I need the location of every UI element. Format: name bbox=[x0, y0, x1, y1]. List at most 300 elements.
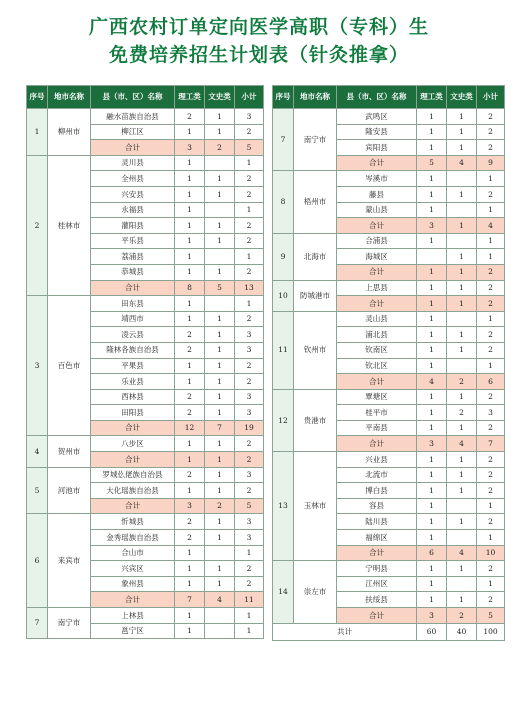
header-science: 理工类 bbox=[175, 86, 205, 109]
subtotal-count: 2 bbox=[477, 296, 505, 312]
county-cell: 武鸣区 bbox=[337, 109, 417, 125]
county-cell: 平乐县 bbox=[91, 233, 175, 249]
subtotal-count: 2 bbox=[477, 483, 505, 499]
subtotal-count: 1 bbox=[477, 311, 505, 327]
subtotal-count: 3 bbox=[235, 389, 264, 405]
county-cell: 平果县 bbox=[91, 358, 175, 374]
science-count: 2 bbox=[175, 109, 205, 125]
county-cell: 恭城县 bbox=[91, 264, 175, 280]
header-subtotal: 小计 bbox=[235, 86, 264, 109]
table-row bbox=[273, 171, 505, 187]
science-count: 1 bbox=[417, 233, 447, 249]
arts-count bbox=[447, 358, 477, 374]
subtotal-count: 2 bbox=[235, 561, 264, 577]
city-cell: 贺州市 bbox=[48, 436, 91, 467]
table-row bbox=[273, 452, 505, 468]
header-arts: 文史类 bbox=[205, 86, 235, 109]
table-row bbox=[273, 311, 505, 327]
science-count: 1 bbox=[175, 608, 205, 624]
county-cell: 金秀瑶族自治县 bbox=[91, 530, 175, 546]
arts-count: 1 bbox=[447, 342, 477, 358]
science-count: 2 bbox=[175, 514, 205, 530]
arts-count: 1 bbox=[447, 389, 477, 405]
arts-count: 1 bbox=[447, 420, 477, 436]
table-row bbox=[27, 436, 264, 452]
subtotal-count: 1 bbox=[477, 498, 505, 514]
arts-count: 1 bbox=[205, 483, 235, 499]
subtotal-count: 3 bbox=[235, 514, 264, 530]
city-cell: 南宁市 bbox=[48, 608, 91, 639]
seq-cell: 1 bbox=[27, 109, 48, 156]
arts-count bbox=[447, 498, 477, 514]
subtotal-count: 2 bbox=[235, 186, 264, 202]
county-cell: 隆林各族自治县 bbox=[91, 342, 175, 358]
subtotal-count: 1 bbox=[235, 249, 264, 265]
science-count: 2 bbox=[175, 389, 205, 405]
arts-count: 1 bbox=[205, 186, 235, 202]
seq-cell: 14 bbox=[273, 561, 294, 623]
county-cell: 合计 bbox=[337, 296, 417, 312]
arts-count: 1 bbox=[205, 514, 235, 530]
seq-cell: 8 bbox=[273, 171, 294, 233]
header-city: 地市名称 bbox=[294, 86, 337, 109]
subtotal-count: 3 bbox=[235, 109, 264, 125]
subtotal-count: 2 bbox=[235, 311, 264, 327]
subtotal-count: 1 bbox=[235, 623, 264, 639]
science-count: 1 bbox=[417, 140, 447, 156]
city-cell: 柳州市 bbox=[48, 109, 91, 156]
subtotal-count: 3 bbox=[235, 327, 264, 343]
grand-total-subtotal: 100 bbox=[477, 623, 505, 640]
seq-cell: 2 bbox=[27, 155, 48, 295]
county-cell: 全州县 bbox=[91, 171, 175, 187]
arts-count: 4 bbox=[447, 545, 477, 561]
subtotal-count: 2 bbox=[235, 374, 264, 390]
arts-count: 2 bbox=[447, 608, 477, 624]
science-count: 1 bbox=[417, 296, 447, 312]
subtotal-count: 1 bbox=[235, 202, 264, 218]
county-cell: 西林县 bbox=[91, 389, 175, 405]
subtotal-count: 2 bbox=[477, 280, 505, 296]
county-cell: 罗城仫佬族自治县 bbox=[91, 467, 175, 483]
county-cell: 合计 bbox=[91, 592, 175, 608]
header-county: 县（市、区）名称 bbox=[91, 86, 175, 109]
subtotal-count: 1 bbox=[235, 545, 264, 561]
table-header-row bbox=[273, 86, 505, 109]
county-cell: 灵川县 bbox=[91, 155, 175, 171]
subtotal-count: 1 bbox=[477, 358, 505, 374]
county-cell: 福绵区 bbox=[337, 530, 417, 546]
table-header-row bbox=[27, 86, 264, 109]
science-count: 1 bbox=[417, 576, 447, 592]
subtotal-count: 2 bbox=[235, 264, 264, 280]
subtotal-count: 2 bbox=[235, 218, 264, 234]
science-count: 1 bbox=[417, 124, 447, 140]
city-cell: 防城港市 bbox=[294, 280, 337, 311]
arts-count: 1 bbox=[205, 218, 235, 234]
header-seq: 序号 bbox=[27, 86, 48, 109]
county-cell: 上思县 bbox=[337, 280, 417, 296]
enrollment-table-right bbox=[272, 85, 505, 641]
arts-count: 1 bbox=[205, 327, 235, 343]
county-cell: 合浦县 bbox=[337, 233, 417, 249]
subtotal-count: 2 bbox=[235, 576, 264, 592]
county-cell: 合计 bbox=[91, 420, 175, 436]
subtotal-count: 2 bbox=[477, 124, 505, 140]
science-count: 1 bbox=[417, 514, 447, 530]
science-count: 1 bbox=[417, 358, 447, 374]
science-count: 1 bbox=[175, 545, 205, 561]
science-count: 1 bbox=[175, 623, 205, 639]
science-count: 1 bbox=[417, 202, 447, 218]
county-cell: 合山市 bbox=[91, 545, 175, 561]
subtotal-count: 11 bbox=[235, 592, 264, 608]
science-count: 1 bbox=[175, 358, 205, 374]
subtotal-count: 1 bbox=[477, 530, 505, 546]
subtotal-count: 3 bbox=[235, 530, 264, 546]
county-cell: 容县 bbox=[337, 498, 417, 514]
science-count: 2 bbox=[175, 405, 205, 421]
subtotal-count: 2 bbox=[235, 436, 264, 452]
science-count: 1 bbox=[417, 483, 447, 499]
arts-count: 1 bbox=[447, 561, 477, 577]
arts-count: 7 bbox=[205, 420, 235, 436]
subtotal-count: 2 bbox=[477, 514, 505, 530]
header-science: 理工类 bbox=[417, 86, 447, 109]
arts-count: 1 bbox=[205, 436, 235, 452]
county-cell: 上林县 bbox=[91, 608, 175, 624]
science-count: 1 bbox=[417, 467, 447, 483]
arts-count: 4 bbox=[447, 436, 477, 452]
science-count: 1 bbox=[417, 405, 447, 421]
science-count: 1 bbox=[417, 280, 447, 296]
county-cell: 田阳县 bbox=[91, 405, 175, 421]
city-cell: 崇左市 bbox=[294, 561, 337, 623]
subtotal-count: 2 bbox=[477, 467, 505, 483]
subtotal-count: 7 bbox=[477, 436, 505, 452]
county-cell: 扶绥县 bbox=[337, 592, 417, 608]
table-row bbox=[273, 233, 505, 249]
county-cell: 八步区 bbox=[91, 436, 175, 452]
county-cell: 合计 bbox=[337, 155, 417, 171]
subtotal-count: 13 bbox=[235, 280, 264, 296]
arts-count: 1 bbox=[447, 140, 477, 156]
arts-count: 1 bbox=[205, 124, 235, 140]
header-seq: 序号 bbox=[273, 86, 294, 109]
science-count: 1 bbox=[175, 186, 205, 202]
subtotal-count: 10 bbox=[477, 545, 505, 561]
arts-count: 1 bbox=[447, 327, 477, 343]
seq-cell: 10 bbox=[273, 280, 294, 311]
arts-count: 1 bbox=[205, 576, 235, 592]
subtotal-count: 2 bbox=[477, 561, 505, 577]
arts-count bbox=[447, 530, 477, 546]
subtotal-count: 1 bbox=[477, 171, 505, 187]
science-count: 3 bbox=[417, 436, 447, 452]
science-count: 5 bbox=[417, 155, 447, 171]
county-cell: 隆安县 bbox=[337, 124, 417, 140]
science-count: 1 bbox=[175, 249, 205, 265]
seq-cell: 4 bbox=[27, 436, 48, 467]
science-count: 1 bbox=[175, 296, 205, 312]
subtotal-count: 1 bbox=[235, 296, 264, 312]
county-cell: 荔浦县 bbox=[91, 249, 175, 265]
subtotal-count: 2 bbox=[235, 124, 264, 140]
arts-count bbox=[205, 202, 235, 218]
county-cell: 海城区 bbox=[337, 249, 417, 265]
science-count: 3 bbox=[417, 608, 447, 624]
page-title-line-2: 免费培养招生计划表（针灸推拿） bbox=[108, 44, 409, 66]
table-row bbox=[273, 389, 505, 405]
subtotal-count: 2 bbox=[477, 389, 505, 405]
county-cell: 永福县 bbox=[91, 202, 175, 218]
subtotal-count: 9 bbox=[477, 155, 505, 171]
header-city: 地市名称 bbox=[48, 86, 91, 109]
county-cell: 合计 bbox=[337, 608, 417, 624]
arts-count: 1 bbox=[205, 264, 235, 280]
science-count: 1 bbox=[417, 109, 447, 125]
arts-count: 5 bbox=[205, 280, 235, 296]
county-cell: 钦南区 bbox=[337, 342, 417, 358]
city-cell: 钦州市 bbox=[294, 311, 337, 389]
arts-count: 1 bbox=[205, 342, 235, 358]
arts-count: 2 bbox=[205, 140, 235, 156]
subtotal-count: 6 bbox=[477, 374, 505, 390]
arts-count: 2 bbox=[447, 374, 477, 390]
county-cell: 靖西市 bbox=[91, 311, 175, 327]
science-count: 1 bbox=[417, 452, 447, 468]
county-cell: 乐业县 bbox=[91, 374, 175, 390]
science-count: 1 bbox=[175, 202, 205, 218]
arts-count: 1 bbox=[447, 483, 477, 499]
subtotal-count: 5 bbox=[235, 140, 264, 156]
grand-total-row bbox=[273, 623, 505, 640]
county-cell: 合计 bbox=[337, 436, 417, 452]
science-count: 1 bbox=[417, 327, 447, 343]
science-count: 1 bbox=[417, 389, 447, 405]
subtotal-count: 2 bbox=[477, 452, 505, 468]
science-count: 1 bbox=[175, 155, 205, 171]
arts-count: 4 bbox=[205, 592, 235, 608]
arts-count: 1 bbox=[447, 218, 477, 234]
county-cell: 覃塘区 bbox=[337, 389, 417, 405]
subtotal-count: 2 bbox=[477, 342, 505, 358]
seq-cell: 11 bbox=[273, 311, 294, 389]
header-arts: 文史类 bbox=[447, 86, 477, 109]
arts-count: 1 bbox=[205, 109, 235, 125]
science-count: 1 bbox=[175, 311, 205, 327]
seq-cell: 9 bbox=[273, 233, 294, 280]
science-count: 1 bbox=[175, 483, 205, 499]
county-cell: 凌云县 bbox=[91, 327, 175, 343]
city-cell: 贵港市 bbox=[294, 389, 337, 451]
county-cell: 融水苗族自治县 bbox=[91, 109, 175, 125]
science-count: 1 bbox=[417, 498, 447, 514]
science-count bbox=[417, 249, 447, 265]
county-cell: 合计 bbox=[91, 498, 175, 514]
arts-count: 1 bbox=[447, 249, 477, 265]
arts-count: 4 bbox=[447, 155, 477, 171]
city-cell: 南宁市 bbox=[294, 109, 337, 171]
science-count: 3 bbox=[417, 218, 447, 234]
science-count: 1 bbox=[175, 218, 205, 234]
subtotal-count: 2 bbox=[477, 109, 505, 125]
county-cell: 蒙山县 bbox=[337, 202, 417, 218]
county-cell: 合计 bbox=[91, 452, 175, 468]
page-title-line-1: 广西农村订单定向医学高职（专科）生 bbox=[88, 16, 429, 38]
science-count: 1 bbox=[175, 452, 205, 468]
subtotal-count: 2 bbox=[477, 327, 505, 343]
subtotal-count: 1 bbox=[477, 249, 505, 265]
arts-count bbox=[205, 296, 235, 312]
arts-count: 1 bbox=[205, 405, 235, 421]
county-cell: 藤县 bbox=[337, 186, 417, 202]
grand-total-arts: 40 bbox=[447, 623, 477, 640]
arts-count bbox=[447, 233, 477, 249]
table-row bbox=[273, 109, 505, 125]
arts-count: 1 bbox=[447, 592, 477, 608]
arts-count: 1 bbox=[447, 452, 477, 468]
subtotal-count: 1 bbox=[477, 576, 505, 592]
subtotal-count: 2 bbox=[235, 452, 264, 468]
subtotal-count: 2 bbox=[477, 592, 505, 608]
grand-total-science: 60 bbox=[417, 623, 447, 640]
city-cell: 玉林市 bbox=[294, 452, 337, 561]
arts-count bbox=[447, 171, 477, 187]
science-count: 1 bbox=[417, 264, 447, 280]
county-cell: 兴业县 bbox=[337, 452, 417, 468]
arts-count: 1 bbox=[205, 374, 235, 390]
county-cell: 陆川县 bbox=[337, 514, 417, 530]
science-count: 12 bbox=[175, 420, 205, 436]
subtotal-count: 1 bbox=[235, 155, 264, 171]
county-cell: 邕宁区 bbox=[91, 623, 175, 639]
subtotal-count: 2 bbox=[235, 358, 264, 374]
table-row bbox=[273, 561, 505, 577]
table-row bbox=[27, 155, 264, 171]
subtotal-count: 5 bbox=[235, 498, 264, 514]
arts-count bbox=[205, 608, 235, 624]
arts-count: 1 bbox=[447, 124, 477, 140]
seq-cell: 12 bbox=[273, 389, 294, 451]
arts-count: 2 bbox=[205, 498, 235, 514]
arts-count: 2 bbox=[447, 405, 477, 421]
science-count: 1 bbox=[417, 342, 447, 358]
science-count: 3 bbox=[175, 140, 205, 156]
header-county: 县（市、区）名称 bbox=[337, 86, 417, 109]
seq-cell: 7 bbox=[27, 608, 48, 639]
arts-count: 1 bbox=[205, 561, 235, 577]
table-row bbox=[27, 514, 264, 530]
county-cell: 兴宾区 bbox=[91, 561, 175, 577]
city-cell: 来宾市 bbox=[48, 514, 91, 608]
science-count: 1 bbox=[417, 592, 447, 608]
county-cell: 合计 bbox=[337, 374, 417, 390]
seq-cell: 6 bbox=[27, 514, 48, 608]
county-cell: 合计 bbox=[337, 218, 417, 234]
county-cell: 田东县 bbox=[91, 296, 175, 312]
science-count: 2 bbox=[175, 467, 205, 483]
arts-count: 1 bbox=[447, 109, 477, 125]
county-cell: 江州区 bbox=[337, 576, 417, 592]
science-count: 1 bbox=[417, 530, 447, 546]
subtotal-count: 3 bbox=[235, 467, 264, 483]
science-count: 2 bbox=[175, 327, 205, 343]
science-count: 1 bbox=[417, 561, 447, 577]
subtotal-count: 2 bbox=[235, 233, 264, 249]
county-cell: 岑溪市 bbox=[337, 171, 417, 187]
subtotal-count: 2 bbox=[235, 171, 264, 187]
arts-count: 1 bbox=[205, 467, 235, 483]
subtotal-count: 2 bbox=[477, 186, 505, 202]
county-cell: 浦北县 bbox=[337, 327, 417, 343]
county-cell: 宁明县 bbox=[337, 561, 417, 577]
arts-count: 1 bbox=[205, 311, 235, 327]
arts-count: 1 bbox=[205, 389, 235, 405]
arts-count bbox=[205, 623, 235, 639]
arts-count: 1 bbox=[205, 452, 235, 468]
science-count: 6 bbox=[417, 545, 447, 561]
table-row bbox=[27, 109, 264, 125]
arts-count: 1 bbox=[205, 171, 235, 187]
arts-count: 1 bbox=[205, 358, 235, 374]
county-cell: 合计 bbox=[91, 140, 175, 156]
table-row bbox=[27, 467, 264, 483]
science-count: 8 bbox=[175, 280, 205, 296]
science-count: 1 bbox=[175, 436, 205, 452]
seq-cell: 3 bbox=[27, 296, 48, 436]
subtotal-count: 1 bbox=[477, 202, 505, 218]
arts-count: 1 bbox=[447, 280, 477, 296]
city-cell: 百色市 bbox=[48, 296, 91, 436]
subtotal-count: 2 bbox=[477, 264, 505, 280]
subtotal-count: 4 bbox=[477, 218, 505, 234]
science-count: 1 bbox=[417, 171, 447, 187]
arts-count bbox=[447, 576, 477, 592]
subtotal-count: 2 bbox=[235, 483, 264, 499]
science-count: 1 bbox=[175, 171, 205, 187]
county-cell: 灌阳县 bbox=[91, 218, 175, 234]
city-cell: 桂林市 bbox=[48, 155, 91, 295]
enrollment-table-left bbox=[26, 85, 264, 639]
arts-count: 1 bbox=[205, 530, 235, 546]
county-cell: 柳江区 bbox=[91, 124, 175, 140]
science-count: 1 bbox=[175, 264, 205, 280]
arts-count: 1 bbox=[447, 514, 477, 530]
seq-cell: 7 bbox=[273, 109, 294, 171]
science-count: 1 bbox=[175, 576, 205, 592]
arts-count: 1 bbox=[447, 186, 477, 202]
arts-count: 1 bbox=[205, 233, 235, 249]
grand-total-label: 共计 bbox=[273, 623, 417, 640]
county-cell: 忻城县 bbox=[91, 514, 175, 530]
city-cell: 河池市 bbox=[48, 467, 91, 514]
subtotal-count: 2 bbox=[477, 420, 505, 436]
county-cell: 合计 bbox=[91, 280, 175, 296]
county-cell: 钦北区 bbox=[337, 358, 417, 374]
science-count: 7 bbox=[175, 592, 205, 608]
subtotal-count: 3 bbox=[477, 405, 505, 421]
arts-count bbox=[447, 311, 477, 327]
subtotal-count: 5 bbox=[477, 608, 505, 624]
science-count: 1 bbox=[417, 311, 447, 327]
arts-count: 1 bbox=[447, 296, 477, 312]
science-count: 1 bbox=[175, 124, 205, 140]
science-count: 1 bbox=[175, 233, 205, 249]
subtotal-count: 3 bbox=[235, 405, 264, 421]
subtotal-count: 1 bbox=[235, 608, 264, 624]
county-cell: 平南县 bbox=[337, 420, 417, 436]
